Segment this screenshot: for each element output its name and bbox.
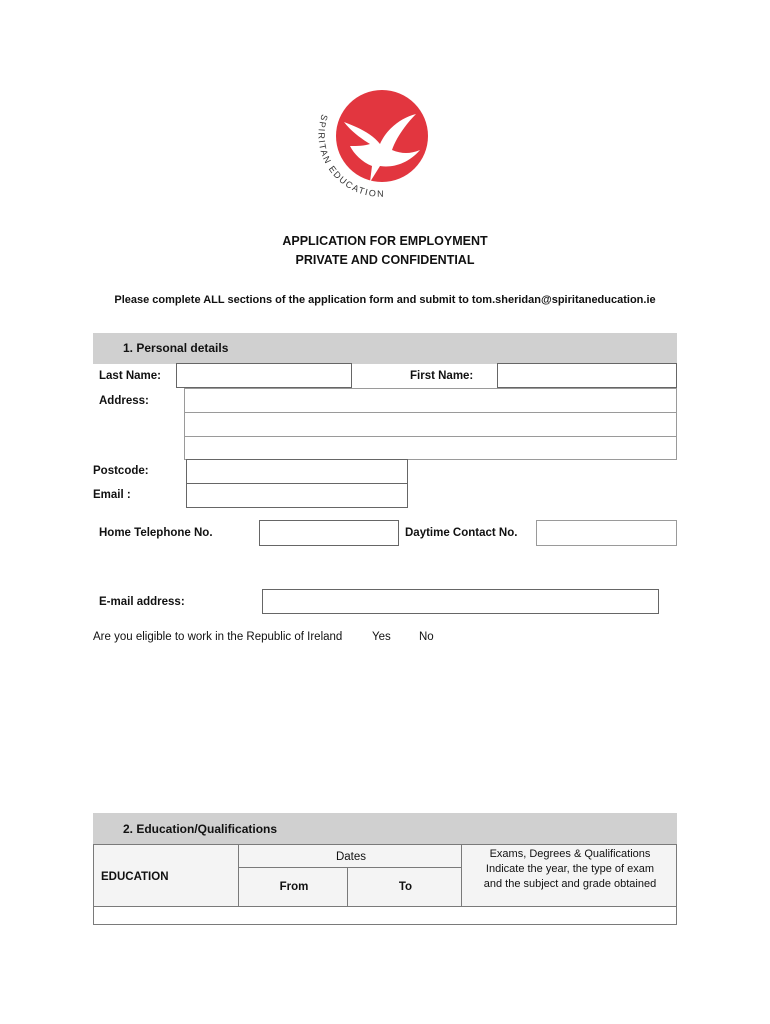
first-name-label: First Name: [410, 370, 474, 382]
email-address-label: E-mail address: [99, 596, 185, 608]
daytime-contact-field[interactable] [536, 520, 677, 546]
address-label: Address: [99, 395, 149, 407]
page-title-line1: APPLICATION FOR EMPLOYMENT [282, 234, 488, 248]
from-header: From [279, 881, 309, 893]
dove-icon [300, 84, 440, 204]
dates-header-cell [238, 844, 462, 868]
exams-header-line1: Exams, Degrees & Qualifications [489, 848, 651, 860]
to-header: To [398, 881, 413, 893]
from-header-cell [238, 867, 348, 907]
postcode-field[interactable] [186, 459, 408, 484]
page-title-line2: PRIVATE AND CONFIDENTIAL [295, 253, 475, 267]
postcode-label: Postcode: [93, 465, 149, 477]
dates-header: Dates [335, 851, 367, 863]
eligibility-question: Are you eligible to work in the Republic of Ireland [93, 631, 343, 643]
email-field[interactable] [186, 483, 408, 508]
email-address-field[interactable] [262, 589, 659, 614]
to-header-cell [347, 867, 462, 907]
instruction-text: Please complete ALL sections of the application form and submit to tom.sheridan@spiritaneducation.ie [114, 294, 656, 306]
education-header: EDUCATION [101, 871, 169, 883]
address-line2-field[interactable] [184, 412, 677, 437]
home-telephone-label: Home Telephone No. [99, 527, 213, 539]
exams-header-line3: and the subject and grade obtained [483, 878, 657, 890]
home-telephone-field[interactable] [259, 520, 399, 546]
section2-heading: 2. Education/Qualifications [123, 822, 278, 836]
section1-header-bar [93, 333, 677, 364]
education-entry-row[interactable] [93, 906, 677, 925]
eligibility-no-option[interactable]: No [419, 631, 434, 643]
address-line3-field[interactable] [184, 436, 677, 460]
address-line1-field[interactable] [184, 388, 677, 413]
last-name-label: Last Name: [99, 370, 161, 382]
last-name-field[interactable] [176, 363, 352, 388]
email-label: Email : [93, 489, 131, 501]
eligibility-yes-option[interactable]: Yes [372, 631, 391, 643]
exams-header-line2: Indicate the year, the type of exam [485, 863, 655, 875]
section2-header-bar [93, 813, 677, 844]
daytime-contact-label: Daytime Contact No. [405, 527, 518, 539]
section1-heading: 1. Personal details [123, 341, 229, 355]
first-name-field[interactable] [497, 363, 677, 388]
education-header-cell [93, 844, 239, 907]
spiritan-logo [300, 84, 440, 204]
logo-arc-text: SPIRITAN EDUCATION [316, 113, 386, 199]
exams-header-cell [461, 844, 677, 907]
